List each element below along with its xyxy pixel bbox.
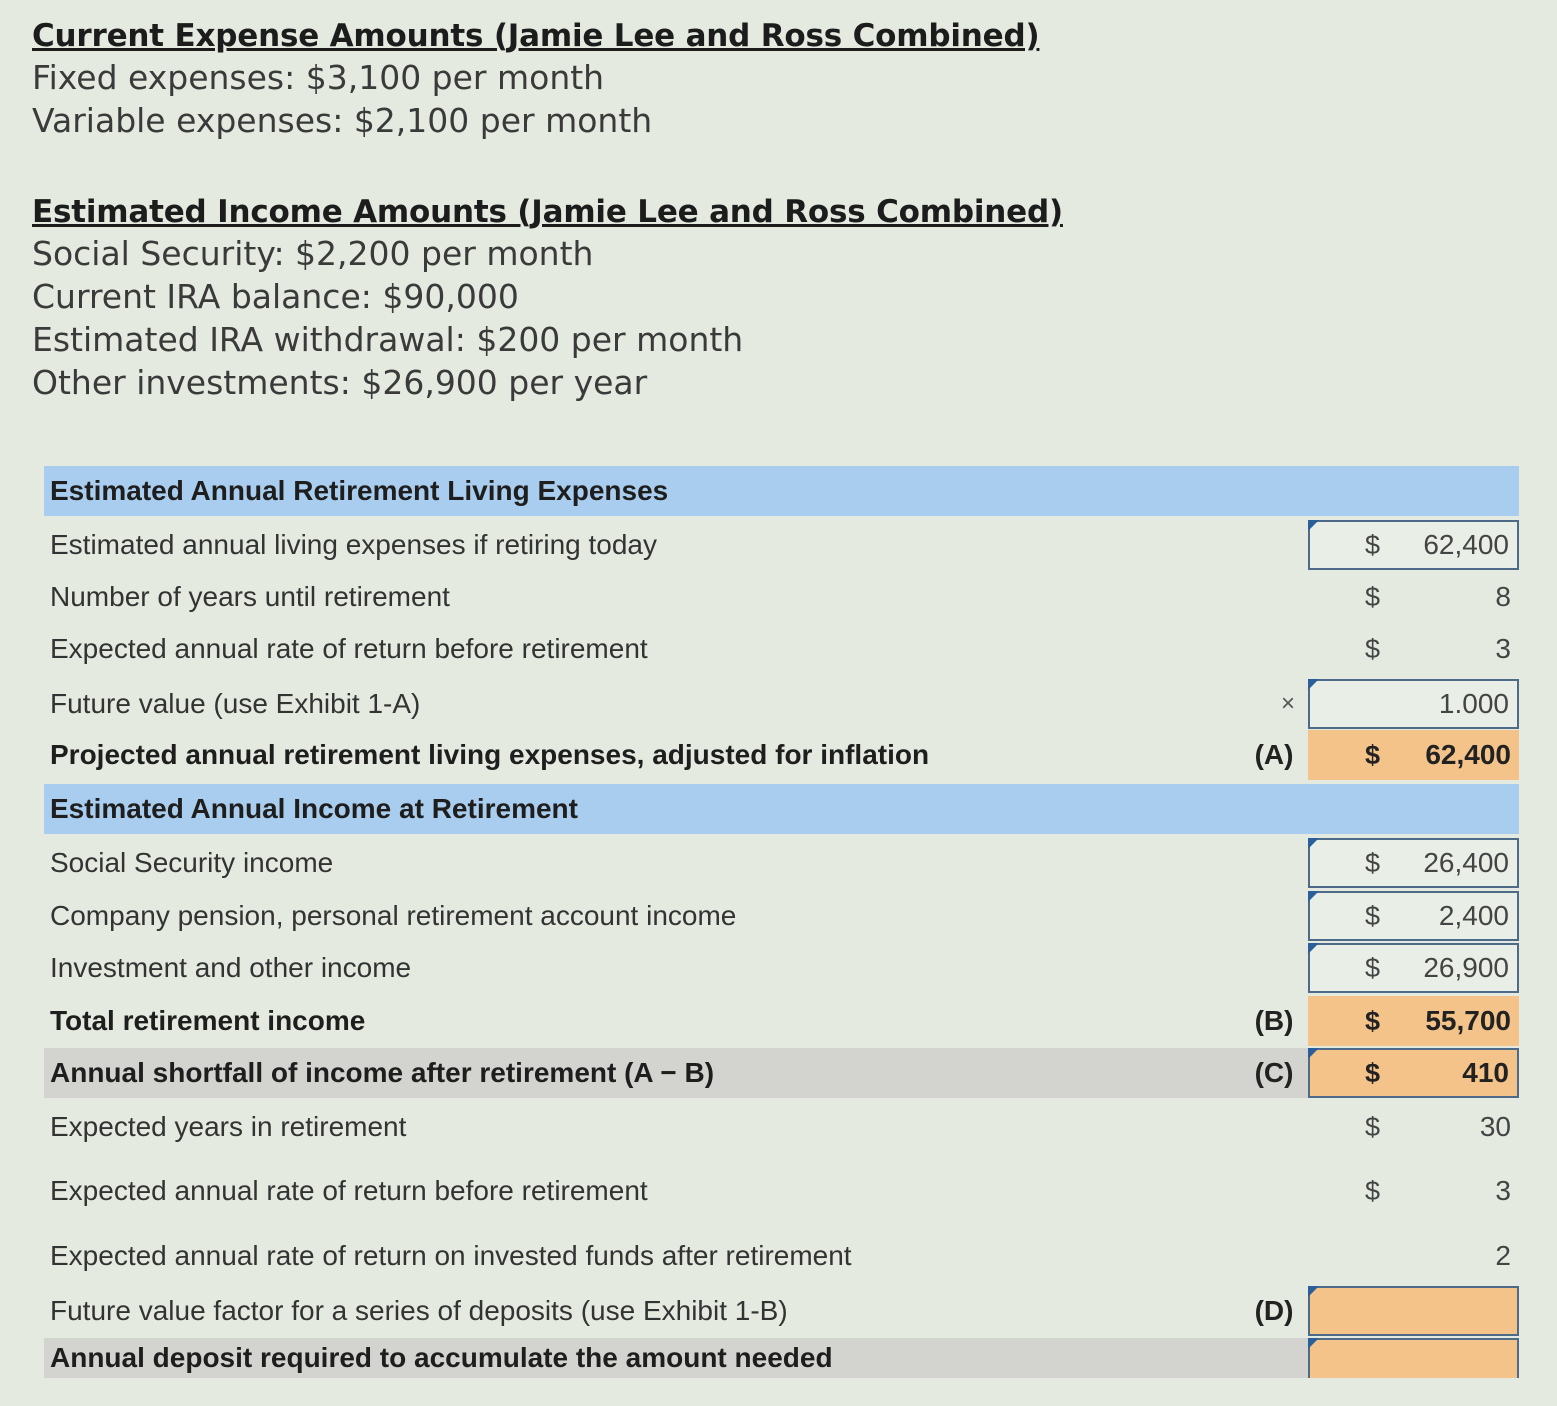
income-info bbox=[32, 192, 1063, 404]
flag-icon bbox=[1308, 1338, 1319, 1349]
row-label: Expected annual rate of return on invested funds after retirement bbox=[50, 1240, 852, 1271]
currency-symbol: $ bbox=[1364, 1111, 1380, 1142]
flag-icon bbox=[1308, 1286, 1319, 1297]
tag-d: (D) bbox=[1254, 1295, 1294, 1326]
years-until-value: 8 bbox=[1495, 581, 1511, 612]
tag-a: (A) bbox=[1254, 739, 1294, 770]
row-rate-after bbox=[44, 1231, 1519, 1281]
row-label: Expected annual rate of return before retirement bbox=[50, 633, 648, 664]
living-today-input[interactable]: 62,400 bbox=[1308, 520, 1519, 570]
annual-deposit-input[interactable] bbox=[1308, 1338, 1519, 1378]
multiply-icon: × bbox=[1280, 690, 1295, 717]
tag-c: (C) bbox=[1254, 1057, 1294, 1088]
row-label: Investment and other income bbox=[50, 952, 412, 983]
row-label: Future value (use Exhibit 1-A) bbox=[50, 688, 421, 719]
row-label: Expected years in retirement bbox=[50, 1111, 407, 1142]
currency-symbol: $ bbox=[1364, 1005, 1380, 1036]
row-future-value bbox=[44, 679, 1519, 729]
shortfall-input[interactable]: 410 bbox=[1308, 1048, 1519, 1098]
income-title: Estimated Income Amounts (Jamie Lee and Ross Combined) bbox=[32, 194, 1063, 230]
row-living-today bbox=[44, 520, 1519, 570]
row-label: Projected annual retirement living expenses, adjusted for inflation bbox=[50, 739, 930, 770]
row-label: Number of years until retirement bbox=[50, 581, 450, 612]
currency-symbol: $ bbox=[1364, 529, 1380, 560]
expense-title: Current Expense Amounts (Jamie Lee and Ross Combined) bbox=[32, 18, 1040, 54]
ira-withdrawal-line: Estimated IRA withdrawal: $200 per month bbox=[32, 320, 744, 359]
row-rate-before-2 bbox=[44, 1166, 1519, 1216]
row-label: Future value factor for a series of deposits (use Exhibit 1-B) bbox=[50, 1295, 788, 1326]
row-investment bbox=[44, 943, 1519, 993]
investment-input[interactable]: 26,900 bbox=[1308, 943, 1519, 993]
row-label: Company pension, personal retirement account income bbox=[50, 900, 737, 931]
row-total-income bbox=[44, 996, 1519, 1046]
section-title: Estimated Annual Retirement Living Expenses bbox=[50, 475, 669, 506]
pension-input[interactable]: 2,400 bbox=[1308, 891, 1519, 941]
currency-symbol: $ bbox=[1364, 739, 1380, 770]
row-pension bbox=[44, 891, 1519, 941]
row-label: Expected annual rate of return before retirement bbox=[50, 1175, 648, 1206]
total-income-value: 55,700 bbox=[1308, 996, 1519, 1046]
expense-info bbox=[32, 16, 1039, 142]
social-security-line: Social Security: $2,200 per month bbox=[32, 234, 594, 273]
row-label: Social Security income bbox=[50, 847, 334, 878]
fixed-expenses: Fixed expenses: $3,100 per month bbox=[32, 58, 605, 97]
rate-before-value: 3 bbox=[1495, 633, 1511, 664]
other-investments-line: Other investments: $26,900 per year bbox=[32, 363, 648, 402]
row-fv-factor bbox=[44, 1286, 1519, 1336]
social-security-input[interactable]: 26,400 bbox=[1308, 838, 1519, 888]
currency-symbol: $ bbox=[1364, 952, 1380, 983]
row-social-security bbox=[44, 838, 1519, 888]
row-annual-deposit bbox=[44, 1338, 1519, 1378]
years-in-value: 30 bbox=[1479, 1111, 1511, 1142]
row-rate-before bbox=[44, 624, 1519, 674]
row-label: Total retirement income bbox=[50, 1005, 366, 1036]
currency-symbol: $ bbox=[1364, 847, 1380, 878]
currency-symbol: $ bbox=[1364, 633, 1380, 664]
section-title: Estimated Annual Income at Retirement bbox=[50, 793, 578, 824]
variable-expenses: Variable expenses: $2,100 per month bbox=[32, 101, 653, 140]
currency-symbol: $ bbox=[1364, 581, 1380, 612]
currency-symbol: $ bbox=[1364, 900, 1380, 931]
future-value-input[interactable]: 1.000 bbox=[1308, 679, 1519, 729]
fv-factor-input[interactable] bbox=[1308, 1286, 1519, 1336]
ira-balance-line: Current IRA balance: $90,000 bbox=[32, 277, 519, 316]
tag-b: (B) bbox=[1254, 1005, 1294, 1036]
projected-value: 62,400 bbox=[1308, 730, 1519, 780]
row-years-in bbox=[44, 1102, 1519, 1152]
rate-before-2-value: 3 bbox=[1495, 1175, 1511, 1206]
currency-symbol: $ bbox=[1364, 1057, 1380, 1088]
row-label: Estimated annual living expenses if retiring today bbox=[50, 529, 658, 560]
row-label: Annual deposit required to accumulate the amount needed bbox=[50, 1342, 833, 1373]
row-projected bbox=[44, 730, 1519, 780]
row-years-until bbox=[44, 572, 1519, 622]
section-income-retirement bbox=[44, 784, 1519, 834]
rate-after-value: 2 bbox=[1495, 1240, 1511, 1271]
section-living-expenses bbox=[44, 466, 1519, 516]
row-label: Annual shortfall of income after retirement (A − B) bbox=[50, 1057, 715, 1088]
flag-icon bbox=[1308, 679, 1319, 690]
row-shortfall bbox=[44, 1048, 1519, 1098]
currency-symbol: $ bbox=[1364, 1175, 1380, 1206]
